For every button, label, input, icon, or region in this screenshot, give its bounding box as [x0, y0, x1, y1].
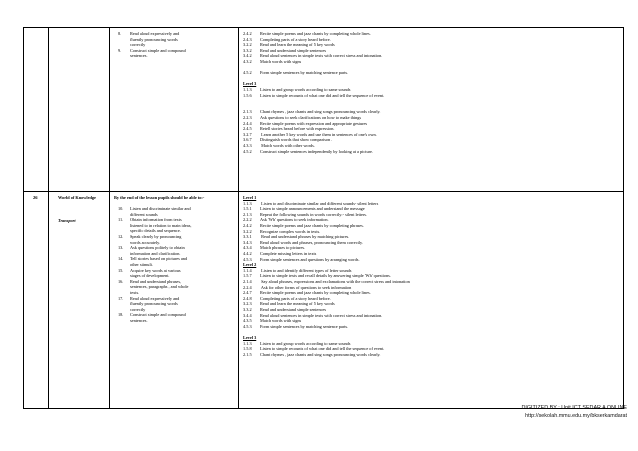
skill-text: Read and learn the meaning of 5 key words	[260, 301, 335, 307]
objective-text: correctly	[130, 306, 146, 312]
skill-text: Form simple sentences and questions by arranging words.	[260, 256, 360, 262]
skill-code: 3.4.4	[243, 312, 252, 318]
objectives-cell	[110, 28, 239, 192]
skill-code: 4.5.2	[243, 70, 252, 76]
skill-code: 3.4.2	[243, 53, 252, 59]
objective-number: 17.	[118, 295, 124, 301]
objective-text: information and clarification.	[130, 250, 181, 256]
skill-text: Say aloud phrases, expressions and exclamations with the correct stress and intonation	[260, 279, 410, 284]
skill-code: 2.4.4	[243, 120, 252, 126]
objective-text: sentences.	[130, 318, 148, 323]
week-number: 26	[33, 195, 38, 200]
objective-text: fluently pronouncing words	[130, 301, 178, 307]
skill-text: Listen to and identify different types of letter sounds	[260, 267, 352, 273]
skill-text: Match phrases to pictures.	[260, 245, 306, 251]
skill-text: Listen to and group words according to same sounds	[260, 340, 351, 346]
skill-code: 2.4.2	[243, 223, 252, 228]
skill-code: 2.4.8	[243, 295, 252, 301]
skill-text: Listen to simple recounts of what one did and tell the sequence of event.	[260, 346, 385, 352]
objective-line	[118, 318, 148, 324]
skill-code: 1.5.7	[243, 273, 252, 279]
skill-text: Recite simple poems with expression and appropriate gestures	[260, 120, 368, 126]
skill-text: Recite simple poems and jazz chants by completing whole lines.	[260, 290, 371, 296]
objective-text: words accurately.	[130, 239, 161, 245]
skill-code: 4.3.5	[243, 318, 252, 324]
skill-code: 3.3.2	[243, 307, 252, 312]
skill-code: 3.2.3	[243, 301, 252, 307]
objective-text: Read and understand phrases,	[130, 278, 182, 284]
skill-code: 1.1.3	[243, 200, 252, 206]
lesson-plan-table	[23, 27, 624, 409]
skill-text: Read aloud words and phrases, pronouncing them correctly.	[260, 239, 363, 245]
skill-text: Listen to simple announcements and understand the message	[260, 206, 365, 212]
skill-line	[243, 352, 381, 358]
theme-cell	[49, 28, 110, 192]
skill-text: Listen to and discriminate similar and different sounds- silent letters	[260, 200, 379, 206]
skill-text: Construct simple sentences independently by looking at a picture.	[260, 148, 374, 154]
objective-text: correctly	[130, 42, 146, 48]
objective-number: 16.	[118, 278, 124, 284]
skill-text: Recite simple poems and jazz chants by completing phrases.	[260, 223, 364, 228]
skill-code: 3.4.3	[243, 239, 252, 245]
objective-text: Read aloud expressively and	[130, 31, 180, 36]
skill-code: 4.5.2	[243, 148, 252, 154]
level-heading: Level 3	[243, 335, 257, 340]
week-cell	[24, 28, 49, 192]
skill-text: Recognize complex words in texts.	[260, 228, 321, 234]
objective-text: specific details and sequence.	[130, 228, 181, 234]
level-heading: Level 2	[243, 262, 257, 268]
skill-code: 2.4.3	[243, 36, 252, 42]
week-cell	[24, 192, 49, 409]
skill-code: 4.4.2	[243, 251, 252, 256]
objective-number: 18.	[118, 312, 124, 318]
topic-label: Transport	[58, 218, 76, 223]
skill-text: Learn another 5 key words and use them in sentences of one's own.	[260, 131, 377, 137]
skill-text: Form simple sentences by matching sentence parts.	[260, 70, 349, 76]
skill-code: 3.3.2	[243, 47, 252, 53]
skill-line	[243, 257, 360, 263]
skill-code: 1.5.1	[243, 206, 252, 212]
objective-text: sentences, paragraphs , and whole	[130, 284, 189, 290]
skill-code: 2.4.7	[243, 290, 252, 296]
level-heading: Level 1	[243, 195, 257, 200]
skill-text: Listen to simple recounts of what one did and tell the sequence of event.	[260, 92, 385, 98]
skill-code: 3.6.7	[243, 137, 252, 143]
skill-code: 4.3.2	[243, 59, 252, 64]
objective-text: stages of development.	[130, 273, 170, 279]
objective-text: Read aloud expressively and	[130, 295, 180, 301]
objective-number: 14.	[118, 256, 124, 262]
skill-code: 2.1.4	[243, 279, 252, 284]
skill-code: 3.2.2	[243, 42, 252, 48]
skill-text: Read and understand phrases by matching pictures.	[260, 234, 350, 240]
skill-text: Recite simple poems and jazz chants by completing whole lines.	[260, 31, 371, 36]
skill-line	[243, 93, 384, 99]
skill-text: Read aloud sentences in simple texts with correct stress and intonation.	[260, 312, 383, 318]
digitized-footer	[521, 404, 627, 420]
skill-code: 3.2.2	[243, 228, 252, 234]
skill-text: Ask for other forms of questions to seek information	[260, 284, 352, 290]
objective-number: 13.	[118, 245, 124, 251]
skill-text: Chant rhymes , jazz chants and sing songs pronouncing words clearly.	[260, 109, 381, 115]
skill-text: Completing parts of a story heard before.	[260, 36, 331, 42]
objective-number: 12.	[118, 234, 124, 239]
skill-text: Read and understand simple sentences	[260, 47, 327, 53]
skill-text: Read and understand simple sentences	[260, 307, 327, 312]
objective-text: Acquire key words at various	[130, 267, 181, 273]
skills-cell	[239, 28, 624, 192]
objective-text: other stimuli.	[130, 262, 153, 267]
skill-code: 4.3.3	[243, 143, 252, 148]
skill-line	[243, 149, 373, 155]
skill-code: 4.5.3	[243, 323, 252, 329]
objective-text: Speak clearly by pronouncing	[130, 234, 182, 239]
footer-link[interactable]: http://sekolah.mmu.edu.my/bkserkamdarat	[525, 413, 627, 419]
skill-text: Listen to and group words according to same sounds	[260, 87, 351, 92]
theme-cell	[49, 192, 110, 409]
skill-code: 2.1.3	[243, 211, 252, 217]
skills-cell	[239, 192, 624, 409]
skill-text: Distinguish words that show comparison .	[260, 137, 333, 143]
skill-code: 4.3.4	[243, 245, 252, 251]
skill-text: Completing parts of a story heard before.	[260, 295, 331, 301]
objective-text: Listen and discriminate similar and	[130, 206, 191, 211]
skill-text: Chant rhymes , jazz chants and sing songs pronouncing words clearly.	[260, 351, 381, 357]
skill-text: Form simple sentences by matching sentence parts.	[260, 323, 349, 329]
objective-text: listened to in relation to main ideas,	[130, 222, 192, 228]
skill-text: Repeat the following sounds in words correctly:- silent letters.	[260, 211, 368, 217]
skill-code: 3.3.1	[243, 234, 252, 240]
objective-text: sentences.	[130, 53, 148, 59]
skill-code: 2.2.2	[243, 217, 252, 223]
objective-text: Tell stories based on pictures and	[130, 256, 188, 262]
table-row-continued	[24, 28, 624, 192]
skill-text: Match words with signs	[260, 59, 302, 64]
skill-text: Ask questions to seek clarifications on how to make things	[260, 115, 362, 120]
objective-text: Construct simple and compound	[130, 47, 186, 53]
skill-code: 2.4.2	[243, 31, 252, 36]
theme-label: World of Knowledge	[58, 195, 96, 200]
skill-code: 2.1.5	[243, 351, 252, 357]
objective-number: 9.	[118, 47, 122, 53]
skill-code: 4.5.3	[243, 256, 252, 262]
objective-text: Ask questions politely to obtain	[130, 245, 185, 251]
objective-text: different sounds	[130, 211, 158, 217]
objective-line	[118, 53, 148, 59]
objectives-intro: By the end of the lesson pupils should be able to:-	[114, 195, 205, 200]
skill-code: 2.2.4	[243, 284, 252, 290]
skill-code: 1.1.4	[243, 267, 252, 273]
skill-code: 2.4.5	[243, 126, 252, 132]
objective-text: fluently pronouncing words	[130, 36, 178, 42]
skill-code: 1.5.8	[243, 346, 252, 352]
skill-text: Retell stories heard before with expression.	[260, 126, 335, 132]
skill-text: Listen to simple texts and recall details by answering simple 'Wh' questions.	[260, 273, 391, 279]
skill-text: Read and learn the meaning of 5 key words	[260, 42, 335, 48]
skill-text: Match words with other words.	[260, 143, 315, 148]
objective-number: 10.	[118, 206, 124, 211]
table-row-week-26	[24, 192, 624, 409]
skill-code: 3.2.7	[243, 131, 252, 137]
skill-text: Ask 'Wh' questions to seek information.	[260, 217, 329, 223]
objective-number: 15.	[118, 267, 124, 273]
objectives-cell	[110, 192, 239, 409]
skill-code: 1.1.3	[243, 340, 252, 346]
objective-number: 11.	[118, 217, 124, 223]
level-heading: Level 3	[243, 81, 257, 87]
skill-code: 1.5.6	[243, 92, 252, 98]
objective-text: Obtain information from texts	[130, 217, 182, 223]
skill-code: 2.1.3	[243, 109, 252, 115]
skill-text: Read aloud sentences in simple texts with correct stress and intonation.	[260, 53, 383, 59]
objective-number: 8.	[118, 31, 122, 36]
footer-line-1: DIGITIZED BY : Unit ICT SEDAR A ONLINE	[521, 405, 627, 411]
objective-text: texts.	[130, 290, 140, 295]
skill-code: 1.1.3	[243, 87, 252, 92]
objective-text: Construct simple and compound	[130, 312, 186, 318]
skill-text: Complete missing letters in texts	[260, 251, 317, 256]
skill-text: Match words with signs	[260, 318, 302, 324]
skill-code: 2.2.3	[243, 115, 252, 120]
